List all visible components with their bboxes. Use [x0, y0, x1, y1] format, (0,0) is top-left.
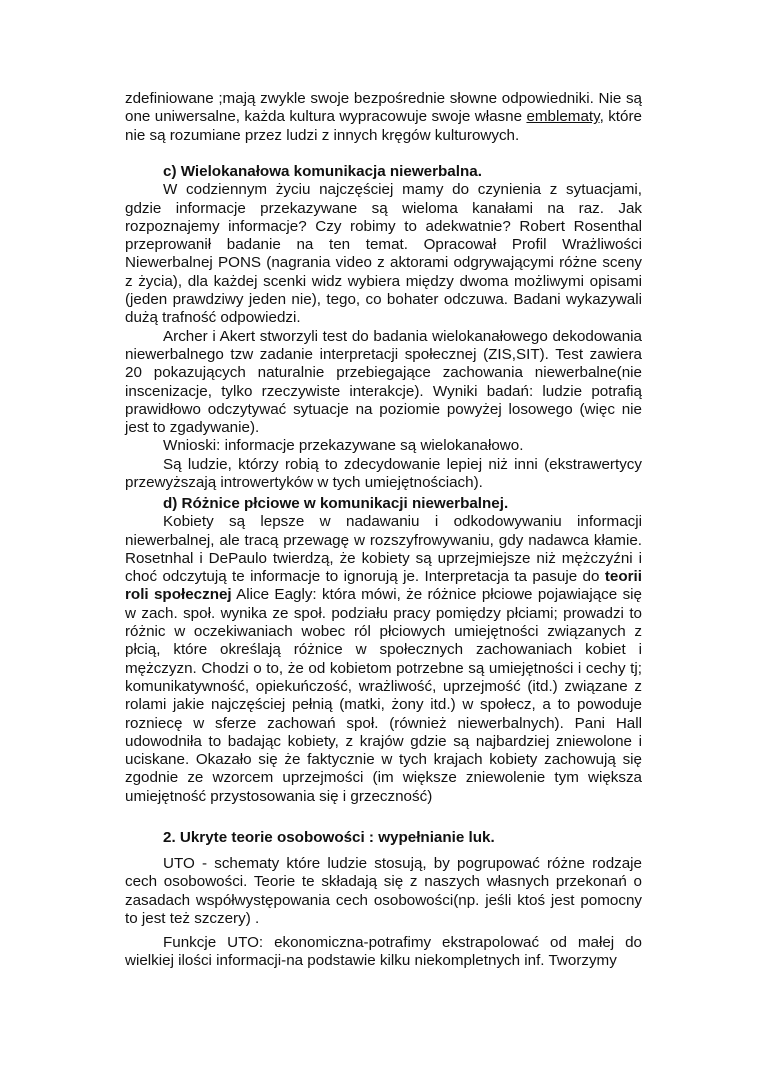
section-d: [125, 495, 642, 806]
section-2-heading: 2. Ukryte teorie osobowości : wypełnianie luk.: [163, 829, 495, 846]
intro-block: [125, 90, 642, 145]
section-2-paragraph-2: Funkcje UTO: ekonomiczna-potrafimy ekstrapolować od małej do wielkiej ilości informacji-na podstawie kilku niekompletnych inf. Tworzymy: [125, 934, 642, 970]
section-d-paragraph: [125, 513, 642, 806]
section-c-heading: c) Wielokanałowa komunikacja niewerbalna.: [163, 163, 482, 180]
section-d-text-before: Kobiety są lepsze w nadawaniu i odkodowywaniu informacji niewerbalnej, ale tracą przewagę w rozszyfrowywaniu, gdy nadawca kłamie. Rosetnhal i DePaulo twierdzą, że kobiety są uprzejmiejsze niż mężczyźni i choć odczytują te informacje to ignorują je. Interpretacja ta pasuje do: [125, 513, 642, 586]
section-2-paragraph-1: UTO - schematy które ludzie stosują, by pogrupować różne rodzaje cech osobowości. Teorie te składają się z naszych własnych przekonań o zasadach współwystępowania cech osobowości(np. jeśli ktoś jest pomocny to jest też szczery) .: [125, 855, 642, 927]
section-c-paragraph-3: Wnioski: informacje przekazywane są wielokanałowo.: [163, 437, 524, 455]
intro-text-after: , które nie są rozumiane przez ludzi z innych kręgów kulturowych.: [125, 108, 642, 144]
section-c: [125, 163, 642, 492]
section-c-paragraph-1: W codziennym życiu najczęściej mamy do czynienia z sytuacjami, gdzie informacje przekazywane są wieloma kanałami na raz. Jak rozpoznajemy informacje? Czy robimy to adekwatnie? Robert Rosenthal przeprowanił badanie na ten temat. Opracował Profil Wrażliwości Niewerbalnej PONS (nagrania video z aktorami odgrywającymi różne sceny z życia), dla każdej scenki widz wybiera między dwoma możliwymi opisami (jeden prawdziwy jeden nie), tego, co bohater odczuwa. Badani wykazywali dużą trafność odpowiedzi.: [125, 181, 642, 327]
section-d-heading: d) Różnice płciowe w komunikacji niewerbalnej.: [163, 495, 509, 512]
section-2-body-2: [125, 934, 642, 971]
intro-paragraph: [125, 90, 642, 145]
section-2-body-1: [125, 855, 642, 928]
intro-text-before: zdefiniowane ;mają zwykle swoje bezpośrednie słowne odpowiedniki. Nie są one uniwersalne, każda kultura wypracowuje swoje własne: [125, 90, 642, 126]
section-2: [125, 829, 642, 847]
section-d-text-after: Alice Eagly: która mówi, że różnice płciowe pojawiające się w zach. społ. wynika ze społ. podziału pracy pomiędzy płciami; prowadzi to różnic w oczekiwaniach wobec ról płciowych umiejętności związanych z płcią, które określają różnice w społecznych zachowaniach kobiet i mężczyzn. Chodzi o to, że od kobietom potrzebne są umiejętności i cechy tj; komunikatywność, opiekuńczość, wrażliwość, uprzejmość (itd.) związane z rolami jakie najczęściej pełnią (matki, żony itd.) w społecz, a to powoduje rozniecę w sferze zachowań społ. (również niewerbalnych). Pani Hall udowodniła to badając kobiety, z krajów gdzie są najbardziej zniewolone i uciskane. Okazało się że faktycznie w tych krajach kobiety zachowują się zgodnie ze wzorcem uprzejmości (im większe zniewolenie tym większa umiejętność przystosowania się i grzeczność): [125, 586, 642, 805]
social-role-theory-term: teorii roli społecznej: [125, 568, 642, 604]
emblematy-term: emblematy: [526, 108, 600, 126]
section-c-paragraph-4: Są ludzie, którzy robią to zdecydowanie lepiej niż inni (ekstrawertycy przewyższają introwertyków w tych umiejętnościach).: [125, 455, 642, 492]
section-c-paragraph-2: Archer i Akert stworzyli test do badania wielokanałowego dekodowania niewerbalnego tzw zadanie interpretacji społecznej (ZIS,SIT). Test zawiera 20 pokazujących naturalnie przebiegające zachowania niewerbalne(nie inscenizacje, tylko rzeczywiste interakcje). Wyniki badań: ludzie potrafią prawidłowo odczytywać sytuacje na poziomie powyżej losowego (więc nie jest to zgadywanie).: [125, 327, 642, 437]
